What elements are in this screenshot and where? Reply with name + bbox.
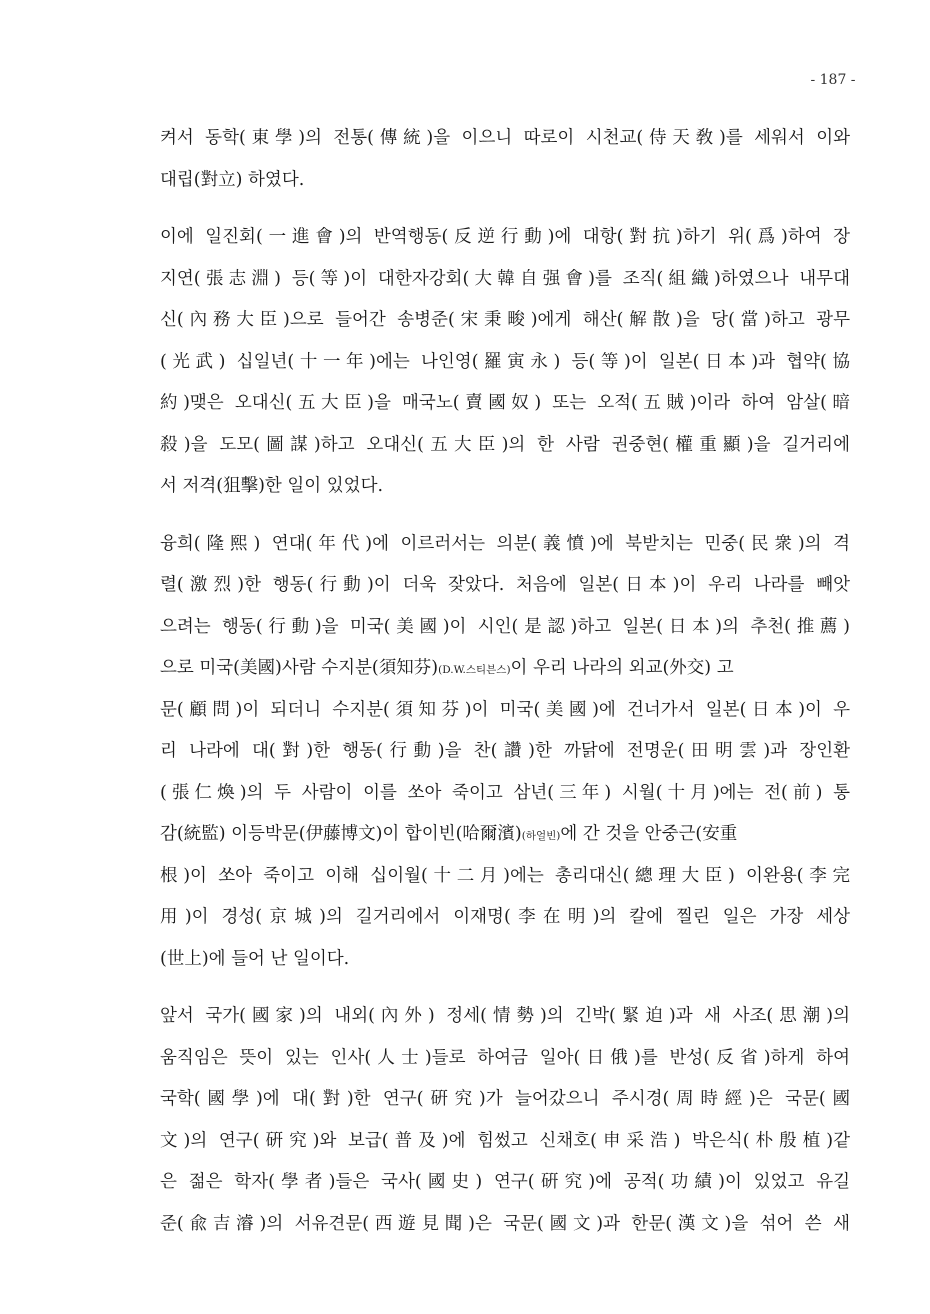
- inline-note: (D.W.스티븐스): [438, 664, 511, 676]
- text-line-with-note: [160, 648, 850, 690]
- paragraph: [160, 524, 850, 981]
- text-line-with-note: [160, 814, 850, 856]
- text-line: 으려는 행동(行動)을 미국(美國)이 시인(是認)하고 일본(日本)의 추천(推薦): [160, 616, 850, 637]
- page-number: - 187 -: [810, 72, 856, 88]
- paragraph: [160, 217, 850, 508]
- text-line: 리 나라에 대(對)한 행동(行動)을 찬(讚)한 까닭에 전명운(田明雲)과 장인환: [160, 741, 850, 761]
- text-line: 대립(對立) 하였다.: [160, 169, 305, 190]
- text-line: 문(顧問)이 되더니 수지분(須知芬)이 미국(美國)에 건너가서 일본(日本)이 우: [160, 699, 850, 720]
- text-line: 융희(隆熙) 연대(年代)에 이르러서는 의분(義憤)에 북받치는 민중(民衆)의 격: [160, 533, 850, 554]
- text-line: 은 젊은 학자(學者)들은 국사(國史) 연구(硏究)에 공적(功績)이 있었고 유길: [160, 1172, 850, 1192]
- text-line: 국학(國學)에 대(對)한 연구(硏究)가 늘어갔으니 주시경(周時經)은 국문(國: [160, 1089, 850, 1109]
- text-line: 根)이 쏘아 죽이고 이해 십이월(十二月)에는 총리대신(總理大臣) 이완용(李完: [160, 865, 850, 886]
- text-line: 준(兪吉濬)의 서유견문(西遊見聞)은 국문(國文)과 한문(漢文)을 섞어 쓴 새: [160, 1213, 850, 1234]
- text-line: (世上)에 들어 난 일이다.: [160, 948, 350, 969]
- text-segment: 에 간 것을 안중근(安重: [560, 824, 738, 844]
- text-line: 殺)을 도모(圖謀)하고 오대신(五大臣)의 한 사람 권중현(權重顯)을 길거리에: [160, 434, 850, 455]
- text-line: 서 저격(狙擊)한 일이 있었다.: [160, 476, 384, 496]
- text-line: 用)이 경성(京城)의 길거리에서 이재명(李在明)의 칼에 찔린 일은 가장 세상: [160, 907, 850, 927]
- text-line: 約)맺은 오대신(五大臣)을 매국노(賣國奴) 또는 오적(五賊)이라 하여 암살(暗: [160, 393, 850, 413]
- text-line: 렬(激烈)한 행동(行動)이 더욱 잦았다. 처음에 일본(日本)이 우리 나라를 빼앗: [160, 575, 850, 595]
- text-line: 켜서 동학(東學)의 전통(傳統)을 이으니 따로이 시천교(侍天敎)를 세워서 이와: [160, 128, 850, 148]
- text-line: 이에 일진회(一進會)의 반역행동(反逆行動)에 대항(對抗)하기 위(爲)하여 장: [160, 227, 850, 247]
- paragraph: [160, 118, 850, 201]
- text-line: 文)의 연구(硏究)와 보급(普及)에 힘썼고 신채호(申采浩) 박은식(朴殷植)같: [160, 1130, 850, 1151]
- text-line: (光武) 십일년(十一年)에는 나인영(羅寅永) 등(等)이 일본(日本)과 협약(協: [160, 351, 850, 372]
- text-segment: 감(統監) 이등박문(伊藤博文)이 합이빈(哈爾濱): [160, 824, 522, 844]
- text-segment: 으로 미국(美國)사람 수지분(須知芬): [160, 658, 439, 678]
- text-segment: 이 우리 나라의 외교(外交) 고: [510, 658, 734, 678]
- text-line: 지연(張志淵) 등(等)이 대한자강회(大韓自强會)를 조직(組織)하였으나 내무대: [160, 268, 850, 289]
- paragraph: [160, 996, 850, 1245]
- inline-note: (하얼빈): [521, 830, 561, 842]
- text-line: (張仁煥)의 두 사람이 이를 쏘아 죽이고 삼년(三年) 시월(十月)에는 전(前) 통: [160, 782, 850, 803]
- text-line: 움직임은 뜻이 있는 인사(人士)들로 하여금 일아(日俄)를 반성(反省)하게 하여: [160, 1047, 850, 1068]
- text-line: 신(內務大臣)으로 들어간 송병준(宋秉畯)에게 해산(解散)을 당(當)하고 광무: [160, 310, 850, 330]
- page-body: [160, 118, 850, 1261]
- text-line: 앞서 국가(國家)의 내외(內外) 정세(情勢)의 긴박(緊迫)과 새 사조(思潮)의: [160, 1006, 850, 1026]
